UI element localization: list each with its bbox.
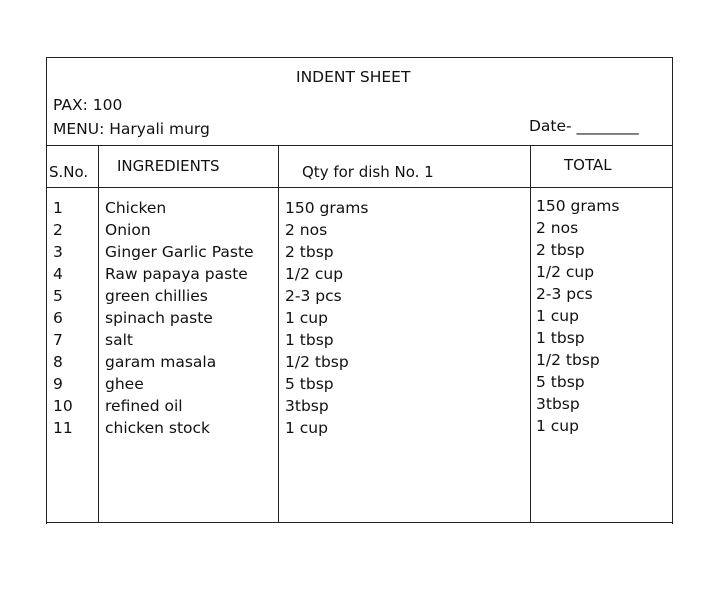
border-left [46, 57, 47, 524]
sheet-title: INDENT SHEET [296, 68, 411, 86]
table-cell-qty: 1 tbsp [285, 331, 334, 349]
column-line-3 [530, 145, 531, 523]
table-cell-sno: 4 [53, 265, 63, 283]
table-cell-ingredient: spinach paste [105, 309, 213, 327]
table-cell-qty: 2 nos [285, 221, 328, 239]
table-cell-total: 1 cup [536, 307, 579, 325]
header-divider [46, 145, 673, 146]
table-cell-sno: 5 [53, 287, 63, 305]
table-cell-total: 1/2 cup [536, 263, 595, 281]
table-cell-total: 1 tbsp [536, 329, 585, 347]
table-cell-ingredient: Chicken [105, 199, 167, 217]
table-cell-total: 150 grams [536, 197, 620, 215]
table-cell-sno: 8 [53, 353, 63, 371]
table-cell-total: 2 nos [536, 219, 579, 237]
border-top [46, 57, 673, 58]
table-cell-qty: 1/2 tbsp [285, 353, 349, 371]
header-sno: S.No. [49, 163, 89, 181]
table-cell-total: 5 tbsp [536, 373, 585, 391]
table-cell-qty: 3tbsp [285, 397, 329, 415]
table-cell-qty: 1/2 cup [285, 265, 344, 283]
table-cell-ingredient: Ginger Garlic Paste [105, 243, 254, 261]
table-cell-qty: 5 tbsp [285, 375, 334, 393]
border-bottom [46, 522, 673, 523]
column-header-divider [46, 187, 673, 188]
header-ingredients: INGREDIENTS [117, 157, 220, 175]
table-cell-ingredient: ghee [105, 375, 144, 393]
table-cell-total: 3tbsp [536, 395, 580, 413]
table-cell-total: 2 tbsp [536, 241, 585, 259]
pax-label: PAX: 100 [53, 96, 123, 114]
table-cell-sno: 1 [53, 199, 63, 217]
header-qty: Qty for dish No. 1 [302, 163, 434, 181]
table-cell-qty: 1 cup [285, 419, 328, 437]
table-cell-ingredient: green chillies [105, 287, 208, 305]
column-line-2 [278, 145, 279, 523]
table-cell-qty: 2-3 pcs [285, 287, 342, 305]
table-cell-ingredient: Onion [105, 221, 151, 239]
table-cell-sno: 3 [53, 243, 63, 261]
border-right [672, 57, 673, 524]
date-field: Date- ________ [529, 117, 639, 135]
table-cell-qty: 2 tbsp [285, 243, 334, 261]
table-cell-sno: 6 [53, 309, 63, 327]
table-cell-ingredient: garam masala [105, 353, 217, 371]
column-line-1 [98, 145, 99, 523]
table-cell-sno: 11 [53, 419, 73, 437]
table-cell-sno: 2 [53, 221, 63, 239]
table-cell-total: 1 cup [536, 417, 579, 435]
table-cell-sno: 7 [53, 331, 63, 349]
table-cell-ingredient: salt [105, 331, 133, 349]
header-total: TOTAL [564, 156, 612, 174]
table-cell-sno: 9 [53, 375, 63, 393]
table-cell-sno: 10 [53, 397, 73, 415]
table-cell-qty: 1 cup [285, 309, 328, 327]
table-cell-total: 2-3 pcs [536, 285, 593, 303]
table-cell-ingredient: Raw papaya paste [105, 265, 248, 283]
table-cell-ingredient: chicken stock [105, 419, 211, 437]
table-cell-ingredient: refined oil [105, 397, 183, 415]
table-cell-total: 1/2 tbsp [536, 351, 600, 369]
table-cell-qty: 150 grams [285, 199, 369, 217]
menu-label: MENU: Haryali murg [53, 120, 210, 138]
